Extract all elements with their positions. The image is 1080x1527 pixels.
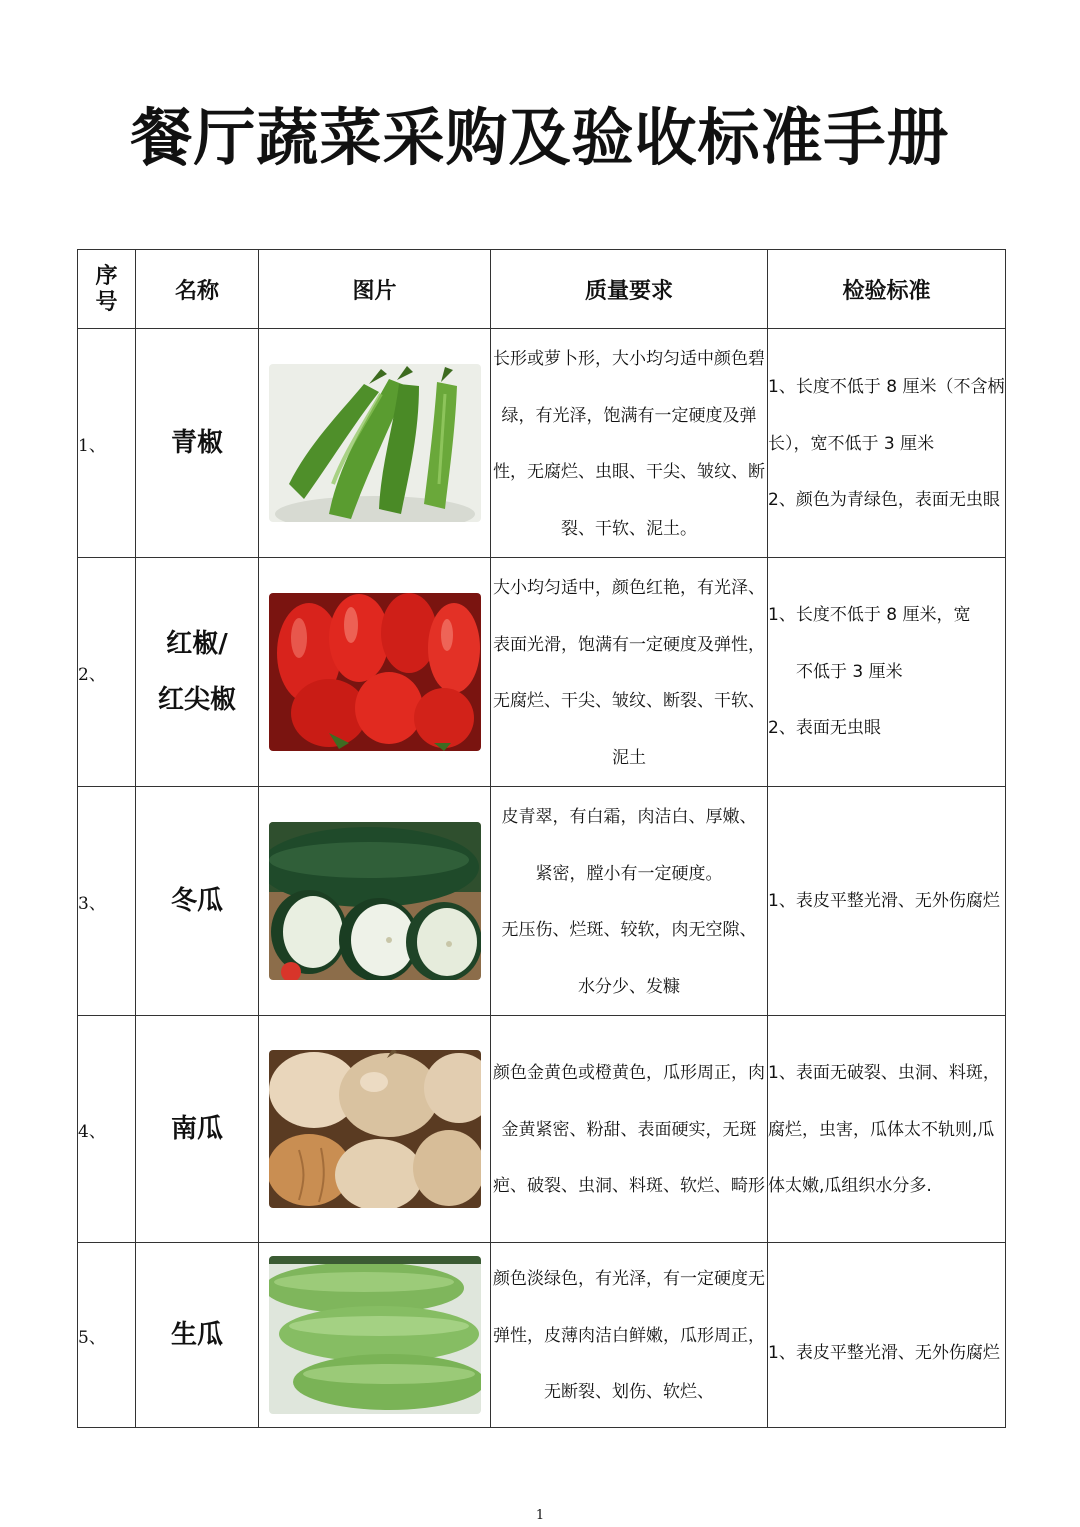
quality-requirement (491, 787, 768, 1016)
page-title: 餐厅蔬菜采购及验收标准手册 (130, 101, 950, 174)
vegetable-name: 南瓜 (136, 1016, 259, 1243)
quality-line: 无压伤、烂斑、较软，肉无空隙、 (501, 920, 757, 940)
row-number: 1、 (78, 329, 136, 558)
vegetable-image-cell (259, 1016, 491, 1243)
green-pepper-image (269, 364, 481, 522)
quality-line: 紧密，膛小有一定硬度。 (535, 863, 723, 884)
header-image: 图片 (259, 250, 491, 329)
inspection-standard (768, 558, 1006, 787)
quality-text: 长形或萝卜形，大小均匀适中颜色碧绿，有光泽，饱满有一定硬度及弹性，无腐烂、虫眼、干尖、皱纹、断裂、干软、泥土。 (493, 349, 765, 539)
zucchini-image (269, 1256, 481, 1414)
table-row (78, 1016, 1006, 1243)
inspection-line: 1、表面无破裂、虫洞、料斑，腐烂，虫害，瓜体太不轨则,瓜体太嫩,瓜组织水分多. (768, 1063, 1000, 1197)
inspection-line: 1、长度不低于 8 厘米，宽 (768, 605, 971, 626)
inspection-line: 2、颜色为青绿色，表面无虫眼 (768, 490, 1000, 511)
quality-text: 颜色淡绿色，有光泽，有一定硬度无弹性，皮薄肉洁白鲜嫩，瓜形周正，无断裂、划伤、软烂、 (493, 1269, 765, 1403)
inspection-line: 1、长度不低于 8 厘米（不含柄长），宽不低于 3 厘米 (768, 377, 1005, 454)
table-header-row (78, 250, 1006, 329)
page-number: 1 (535, 1508, 545, 1523)
vegetable-image-cell (259, 558, 491, 787)
row-number: 5、 (78, 1243, 136, 1428)
quality-line: 皮青翠，有白霜，肉洁白、厚嫩、 (501, 807, 757, 827)
standards-table (77, 249, 1006, 1428)
quality-requirement (491, 1016, 768, 1243)
winter-melon-image (269, 822, 481, 980)
inspection-line: 1、表皮平整光滑、无外伤腐烂 (768, 890, 1000, 911)
header-seq-line1: 序 (95, 263, 118, 289)
quality-requirement (491, 558, 768, 787)
quality-line: 水分少、发糠 (578, 976, 680, 997)
table-row (78, 329, 1006, 558)
inspection-standard (768, 1016, 1006, 1243)
header-seq (78, 250, 136, 329)
row-number: 3、 (78, 787, 136, 1016)
table-row (78, 787, 1006, 1016)
table-row (78, 558, 1006, 787)
table-row (78, 1243, 1006, 1428)
vegetable-name-line2: 红尖椒 (157, 685, 236, 715)
inspection-standard (768, 1243, 1006, 1428)
vegetable-image-cell (259, 1243, 491, 1428)
header-quality: 质量要求 (491, 250, 768, 329)
pumpkin-image (269, 1050, 481, 1208)
vegetable-image-cell (259, 329, 491, 558)
red-pepper-image (269, 593, 481, 751)
vegetable-name: 生瓜 (136, 1243, 259, 1428)
header-name: 名称 (136, 250, 259, 329)
inspection-standard (768, 787, 1006, 1016)
vegetable-image-cell (259, 787, 491, 1016)
row-number: 4、 (78, 1016, 136, 1243)
vegetable-name: 冬瓜 (136, 787, 259, 1016)
row-number: 2、 (78, 558, 136, 787)
header-seq-line2: 号 (95, 289, 118, 315)
quality-text: 颜色金黄色或橙黄色，瓜形周正，肉金黄紧密、粉甜、表面硬实，无斑疤、破裂、虫洞、料斑、软烂、畸形 (493, 1063, 765, 1197)
inspection-line: 2、表面无虫眼 (768, 718, 881, 739)
quality-text: 大小均匀适中，颜色红艳，有光泽、表面光滑，饱满有一定硬度及弹性，无腐烂、干尖、皱纹、断裂、干软、泥土 (493, 578, 765, 768)
inspection-line: 1、表皮平整光滑、无外伤腐烂 (768, 1342, 1000, 1363)
quality-requirement (491, 329, 768, 558)
vegetable-name (136, 558, 259, 787)
inspection-standard (768, 329, 1006, 558)
header-inspection: 检验标准 (768, 250, 1006, 329)
quality-requirement (491, 1243, 768, 1428)
inspection-line: 不低于 3 厘米 (796, 661, 903, 682)
vegetable-name-line1: 红椒/ (166, 629, 228, 659)
vegetable-name: 青椒 (136, 329, 259, 558)
